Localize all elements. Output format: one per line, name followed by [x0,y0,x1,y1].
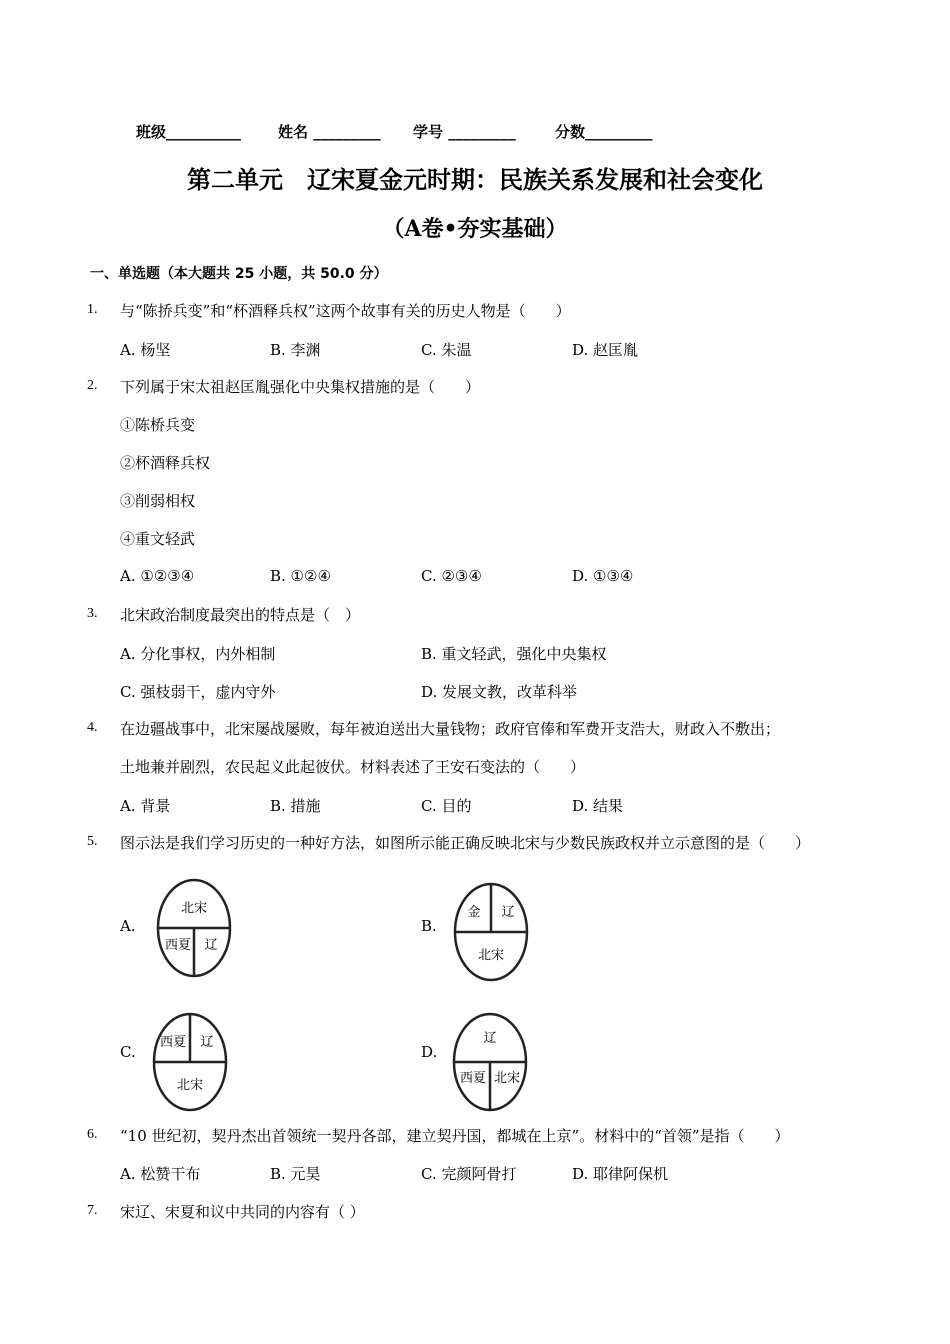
diagram-c [152,1012,228,1112]
statement-item: ②杯酒释兵权 [120,454,211,472]
question-text: 宋辽、宋夏和议中共同的内容有（ ） [120,1203,365,1221]
diagram-d-label: 西夏 [459,1071,487,1086]
option-a: A. 杨坚 [120,341,171,359]
diagram-a [156,878,232,978]
option-a: A. 背景 [120,797,171,815]
option-b: B. ①②④ [270,567,331,585]
question-number: 2. [87,378,98,393]
diagram-c-label: 北宋 [176,1078,204,1093]
option-d: D. [421,1043,438,1061]
diagram-b [453,882,529,982]
option-c: C. 目的 [421,797,472,815]
question-text: 图示法是我们学习历史的一种好方法，如图所示能正确反映北宋与少数民族政权并立示意图的是（ ） [120,834,811,852]
option-a: A. ①②③④ [120,567,195,585]
option-c: C. ②③④ [421,567,482,585]
page-subtitle: （A卷•夯实基础） [382,216,568,242]
option-a: A. 松赞干布 [120,1165,201,1183]
question-number: 7. [87,1203,98,1218]
statement-item: ①陈桥兵变 [120,416,196,434]
option-d: D. 发展文教，改革科举 [421,683,578,701]
class-field-label: 班级__________ [136,123,242,141]
diagram-b-label: 金 [467,905,481,920]
question-text-continued: 土地兼并剧烈，农民起义此起彼伏。材料表述了王安石变法的（ ） [120,758,586,776]
diagram-d-label: 北宋 [493,1071,521,1086]
option-b: B. 措施 [270,797,321,815]
diagram-a-label: 北宋 [180,901,208,916]
question-text: 北宋政治制度最突出的特点是（ ） [120,606,361,624]
score-field-label: 分数_________ [555,123,653,141]
option-c: C. 强枝弱干，虚内守外 [120,683,276,701]
question-text: 与“陈挢兵变”和“杯酒释兵权”这两个故事有关的历史人物是（ ） [120,302,571,320]
statement-item: ③削弱相权 [120,492,196,510]
option-c: C. 朱温 [421,341,472,359]
question-number: 6. [87,1127,98,1142]
statement-item: ④重文轻武 [120,530,196,548]
page-title: 第二单元 辽宋夏金元时期：民族关系发展和社会变化 [187,165,763,194]
section-heading: 一、单选题（本大题共 25 小题，共 50.0 分） [90,266,388,282]
question-number: 4. [87,720,98,735]
diagram-b-label: 北宋 [477,948,505,963]
diagram-c-label: 西夏 [159,1035,187,1050]
option-b: B. [421,917,437,935]
option-d: D. ①③④ [572,567,634,585]
question-number: 5. [87,834,98,849]
diagram-a-label: 辽 [204,938,218,953]
option-b: B. 重文轻武，强化中央集权 [421,645,607,663]
option-d: D. 耶律阿保机 [572,1165,669,1183]
diagram-d-label: 辽 [483,1031,497,1046]
diagram-c-label: 辽 [200,1035,214,1050]
question-text: 在边疆战事中，北宋屡战屡败，每年被迫送出大量钱物；政府官俸和军费开支浩大，财政入不敷出； [120,720,781,738]
question-text: 下列属于宋太祖赵匡胤强化中央集权措施的是（ ） [120,378,481,396]
diagram-a-label: 西夏 [164,938,192,953]
option-b: B. 李渊 [270,341,321,359]
name-field-label: 姓名 _________ [278,123,381,141]
diagram-d [452,1012,528,1112]
option-a: A. 分化事权，内外相制 [120,645,276,663]
student-id-field-label: 学号 _________ [413,123,516,141]
option-c: C. 完颜阿骨打 [421,1165,517,1183]
question-number: 3. [87,606,98,621]
question-text: “10 世纪初，契丹杰出首领统一契丹各部，建立契丹国，都城在上京”。材料中的“首领”是指（ ） [120,1127,790,1145]
option-b: B. 元昊 [270,1165,321,1183]
option-d: D. 结果 [572,797,624,815]
option-c: C. [120,1043,136,1061]
diagram-b-label: 辽 [501,905,515,920]
option-d: D. 赵匡胤 [572,341,639,359]
option-a: A. [120,917,136,935]
question-number: 1. [87,302,98,317]
